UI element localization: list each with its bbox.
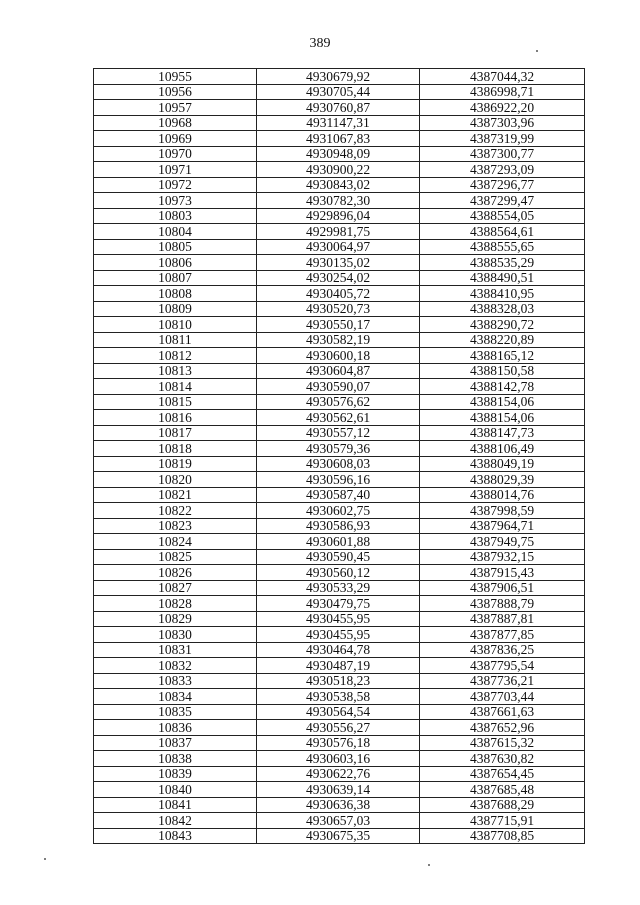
y-coordinate-cell: 4387836,25 <box>420 642 585 658</box>
point-number-cell: 10833 <box>94 673 257 689</box>
point-number-cell: 10972 <box>94 177 257 193</box>
table-row <box>94 627 585 643</box>
y-coordinate-cell: 4387932,15 <box>420 549 585 565</box>
y-coordinate-cell: 4387703,44 <box>420 689 585 705</box>
y-coordinate-cell: 4388147,73 <box>420 425 585 441</box>
point-number-cell: 10835 <box>94 704 257 720</box>
table-row <box>94 441 585 457</box>
x-coordinate-cell: 4930576,18 <box>257 735 420 751</box>
y-coordinate-cell: 4386998,71 <box>420 84 585 100</box>
table-row <box>94 456 585 472</box>
x-coordinate-cell: 4930560,12 <box>257 565 420 581</box>
x-coordinate-cell: 4930487,19 <box>257 658 420 674</box>
table-row <box>94 348 585 364</box>
point-number-cell: 10842 <box>94 813 257 829</box>
point-number-cell: 10823 <box>94 518 257 534</box>
point-number-cell: 10827 <box>94 580 257 596</box>
y-coordinate-cell: 4387652,96 <box>420 720 585 736</box>
point-number-cell: 10820 <box>94 472 257 488</box>
table-row <box>94 565 585 581</box>
point-number-cell: 10832 <box>94 658 257 674</box>
table-row <box>94 658 585 674</box>
x-coordinate-cell: 4930600,18 <box>257 348 420 364</box>
x-coordinate-cell: 4930760,87 <box>257 100 420 116</box>
table-row <box>94 673 585 689</box>
table-row <box>94 100 585 116</box>
y-coordinate-cell: 4388154,06 <box>420 410 585 426</box>
point-number-cell: 10808 <box>94 286 257 302</box>
y-coordinate-cell: 4388150,58 <box>420 363 585 379</box>
point-number-cell: 10809 <box>94 301 257 317</box>
y-coordinate-cell: 4388290,72 <box>420 317 585 333</box>
table-row <box>94 208 585 224</box>
x-coordinate-cell: 4930590,45 <box>257 549 420 565</box>
x-coordinate-cell: 4930576,62 <box>257 394 420 410</box>
page-number: 389 <box>309 36 331 51</box>
y-coordinate-cell: 4388165,12 <box>420 348 585 364</box>
x-coordinate-cell: 4930538,58 <box>257 689 420 705</box>
point-number-cell: 10830 <box>94 627 257 643</box>
table-row <box>94 549 585 565</box>
x-coordinate-cell: 4930608,03 <box>257 456 420 472</box>
table-row <box>94 363 585 379</box>
table-row <box>94 162 585 178</box>
x-coordinate-cell: 4930464,78 <box>257 642 420 658</box>
x-coordinate-cell: 4930639,14 <box>257 782 420 798</box>
point-number-cell: 10828 <box>94 596 257 612</box>
x-coordinate-cell: 4930479,75 <box>257 596 420 612</box>
table-row <box>94 689 585 705</box>
x-coordinate-cell: 4930556,27 <box>257 720 420 736</box>
y-coordinate-cell: 4388554,05 <box>420 208 585 224</box>
table-row <box>94 255 585 271</box>
x-coordinate-cell: 4930254,02 <box>257 270 420 286</box>
point-number-cell: 10811 <box>94 332 257 348</box>
point-number-cell: 10839 <box>94 766 257 782</box>
table-row <box>94 503 585 519</box>
x-coordinate-cell: 4931067,83 <box>257 131 420 147</box>
x-coordinate-cell: 4930562,61 <box>257 410 420 426</box>
y-coordinate-cell: 4388535,29 <box>420 255 585 271</box>
y-coordinate-cell: 4388049,19 <box>420 456 585 472</box>
y-coordinate-cell: 4387715,91 <box>420 813 585 829</box>
x-coordinate-cell: 4930520,73 <box>257 301 420 317</box>
point-number-cell: 10806 <box>94 255 257 271</box>
table-row <box>94 301 585 317</box>
point-number-cell: 10836 <box>94 720 257 736</box>
point-number-cell: 10816 <box>94 410 257 426</box>
y-coordinate-cell: 4387915,43 <box>420 565 585 581</box>
y-coordinate-cell: 4387615,32 <box>420 735 585 751</box>
scan-speck <box>44 858 46 860</box>
y-coordinate-cell: 4388220,89 <box>420 332 585 348</box>
y-coordinate-cell: 4387906,51 <box>420 580 585 596</box>
point-number-cell: 10803 <box>94 208 257 224</box>
y-coordinate-cell: 4387293,09 <box>420 162 585 178</box>
y-coordinate-cell: 4387736,21 <box>420 673 585 689</box>
x-coordinate-cell: 4930518,23 <box>257 673 420 689</box>
x-coordinate-cell: 4930557,12 <box>257 425 420 441</box>
table-row <box>94 580 585 596</box>
point-number-cell: 10829 <box>94 611 257 627</box>
y-coordinate-cell: 4388106,49 <box>420 441 585 457</box>
table-row <box>94 751 585 767</box>
point-number-cell: 10812 <box>94 348 257 364</box>
x-coordinate-cell: 4929896,04 <box>257 208 420 224</box>
table-row <box>94 782 585 798</box>
table-row <box>94 286 585 302</box>
x-coordinate-cell: 4930064,97 <box>257 239 420 255</box>
point-number-cell: 10817 <box>94 425 257 441</box>
x-coordinate-cell: 4930135,02 <box>257 255 420 271</box>
table-row <box>94 425 585 441</box>
y-coordinate-cell: 4387685,48 <box>420 782 585 798</box>
x-coordinate-cell: 4930455,95 <box>257 611 420 627</box>
x-coordinate-cell: 4930782,30 <box>257 193 420 209</box>
y-coordinate-cell: 4387299,47 <box>420 193 585 209</box>
point-number-cell: 10840 <box>94 782 257 798</box>
y-coordinate-cell: 4387630,82 <box>420 751 585 767</box>
x-coordinate-cell: 4930533,29 <box>257 580 420 596</box>
y-coordinate-cell: 4387303,96 <box>420 115 585 131</box>
point-number-cell: 10955 <box>94 69 257 85</box>
table-row <box>94 69 585 85</box>
point-number-cell: 10815 <box>94 394 257 410</box>
x-coordinate-cell: 4930587,40 <box>257 487 420 503</box>
point-number-cell: 10821 <box>94 487 257 503</box>
point-number-cell: 10826 <box>94 565 257 581</box>
x-coordinate-cell: 4929981,75 <box>257 224 420 240</box>
point-number-cell: 10957 <box>94 100 257 116</box>
x-coordinate-cell: 4930596,16 <box>257 472 420 488</box>
point-number-cell: 10971 <box>94 162 257 178</box>
point-number-cell: 10822 <box>94 503 257 519</box>
x-coordinate-cell: 4930405,72 <box>257 286 420 302</box>
x-coordinate-cell: 4930900,22 <box>257 162 420 178</box>
y-coordinate-cell: 4388014,76 <box>420 487 585 503</box>
point-number-cell: 10970 <box>94 146 257 162</box>
x-coordinate-cell: 4930675,35 <box>257 828 420 844</box>
y-coordinate-cell: 4387661,63 <box>420 704 585 720</box>
y-coordinate-cell: 4388328,03 <box>420 301 585 317</box>
point-number-cell: 10810 <box>94 317 257 333</box>
table-row <box>94 534 585 550</box>
y-coordinate-cell: 4387998,59 <box>420 503 585 519</box>
y-coordinate-cell: 4388029,39 <box>420 472 585 488</box>
point-number-cell: 10819 <box>94 456 257 472</box>
point-number-cell: 10834 <box>94 689 257 705</box>
x-coordinate-cell: 4930622,76 <box>257 766 420 782</box>
y-coordinate-cell: 4387964,71 <box>420 518 585 534</box>
x-coordinate-cell: 4930602,75 <box>257 503 420 519</box>
point-number-cell: 10805 <box>94 239 257 255</box>
table-row <box>94 813 585 829</box>
point-number-cell: 10807 <box>94 270 257 286</box>
x-coordinate-cell: 4930455,95 <box>257 627 420 643</box>
scan-speck <box>428 864 430 866</box>
table-row <box>94 146 585 162</box>
table-row <box>94 177 585 193</box>
x-coordinate-cell: 4930705,44 <box>257 84 420 100</box>
table-row <box>94 472 585 488</box>
y-coordinate-cell: 4387296,77 <box>420 177 585 193</box>
point-number-cell: 10814 <box>94 379 257 395</box>
table-row <box>94 766 585 782</box>
x-coordinate-cell: 4930948,09 <box>257 146 420 162</box>
x-coordinate-cell: 4930601,88 <box>257 534 420 550</box>
table-row <box>94 611 585 627</box>
point-number-cell: 10973 <box>94 193 257 209</box>
x-coordinate-cell: 4931147,31 <box>257 115 420 131</box>
point-number-cell: 10969 <box>94 131 257 147</box>
x-coordinate-cell: 4930657,03 <box>257 813 420 829</box>
table-row <box>94 828 585 844</box>
table-row <box>94 642 585 658</box>
point-number-cell: 10825 <box>94 549 257 565</box>
x-coordinate-cell: 4930636,38 <box>257 797 420 813</box>
table-row <box>94 394 585 410</box>
y-coordinate-cell: 4387795,54 <box>420 658 585 674</box>
x-coordinate-cell: 4930582,19 <box>257 332 420 348</box>
y-coordinate-cell: 4387708,85 <box>420 828 585 844</box>
point-number-cell: 10838 <box>94 751 257 767</box>
point-number-cell: 10956 <box>94 84 257 100</box>
table-row <box>94 518 585 534</box>
table-row <box>94 332 585 348</box>
y-coordinate-cell: 4387887,81 <box>420 611 585 627</box>
table-row <box>94 704 585 720</box>
scan-speck <box>536 50 538 52</box>
point-number-cell: 10824 <box>94 534 257 550</box>
table-row <box>94 410 585 426</box>
y-coordinate-cell: 4388154,06 <box>420 394 585 410</box>
table-row <box>94 596 585 612</box>
y-coordinate-cell: 4388564,61 <box>420 224 585 240</box>
x-coordinate-cell: 4930579,36 <box>257 441 420 457</box>
y-coordinate-cell: 4388555,65 <box>420 239 585 255</box>
y-coordinate-cell: 4386922,20 <box>420 100 585 116</box>
table-row <box>94 797 585 813</box>
point-number-cell: 10804 <box>94 224 257 240</box>
point-number-cell: 10841 <box>94 797 257 813</box>
x-coordinate-cell: 4930590,07 <box>257 379 420 395</box>
table-row <box>94 131 585 147</box>
coordinates-table-body <box>94 69 585 844</box>
table-row <box>94 720 585 736</box>
x-coordinate-cell: 4930586,93 <box>257 518 420 534</box>
table-row <box>94 239 585 255</box>
point-number-cell: 10968 <box>94 115 257 131</box>
point-number-cell: 10843 <box>94 828 257 844</box>
table-row <box>94 224 585 240</box>
point-number-cell: 10837 <box>94 735 257 751</box>
x-coordinate-cell: 4930564,54 <box>257 704 420 720</box>
table-row <box>94 193 585 209</box>
x-coordinate-cell: 4930604,87 <box>257 363 420 379</box>
table-row <box>94 317 585 333</box>
y-coordinate-cell: 4388410,95 <box>420 286 585 302</box>
y-coordinate-cell: 4387654,45 <box>420 766 585 782</box>
table-row <box>94 487 585 503</box>
table-row <box>94 735 585 751</box>
y-coordinate-cell: 4387888,79 <box>420 596 585 612</box>
y-coordinate-cell: 4387688,29 <box>420 797 585 813</box>
y-coordinate-cell: 4388142,78 <box>420 379 585 395</box>
coordinates-table <box>93 68 585 844</box>
y-coordinate-cell: 4387319,99 <box>420 131 585 147</box>
table-row <box>94 379 585 395</box>
y-coordinate-cell: 4387949,75 <box>420 534 585 550</box>
table-row <box>94 84 585 100</box>
table-row <box>94 270 585 286</box>
y-coordinate-cell: 4388490,51 <box>420 270 585 286</box>
y-coordinate-cell: 4387300,77 <box>420 146 585 162</box>
x-coordinate-cell: 4930843,02 <box>257 177 420 193</box>
y-coordinate-cell: 4387044,32 <box>420 69 585 85</box>
table-row <box>94 115 585 131</box>
point-number-cell: 10831 <box>94 642 257 658</box>
y-coordinate-cell: 4387877,85 <box>420 627 585 643</box>
x-coordinate-cell: 4930603,16 <box>257 751 420 767</box>
x-coordinate-cell: 4930550,17 <box>257 317 420 333</box>
x-coordinate-cell: 4930679,92 <box>257 69 420 85</box>
point-number-cell: 10818 <box>94 441 257 457</box>
point-number-cell: 10813 <box>94 363 257 379</box>
